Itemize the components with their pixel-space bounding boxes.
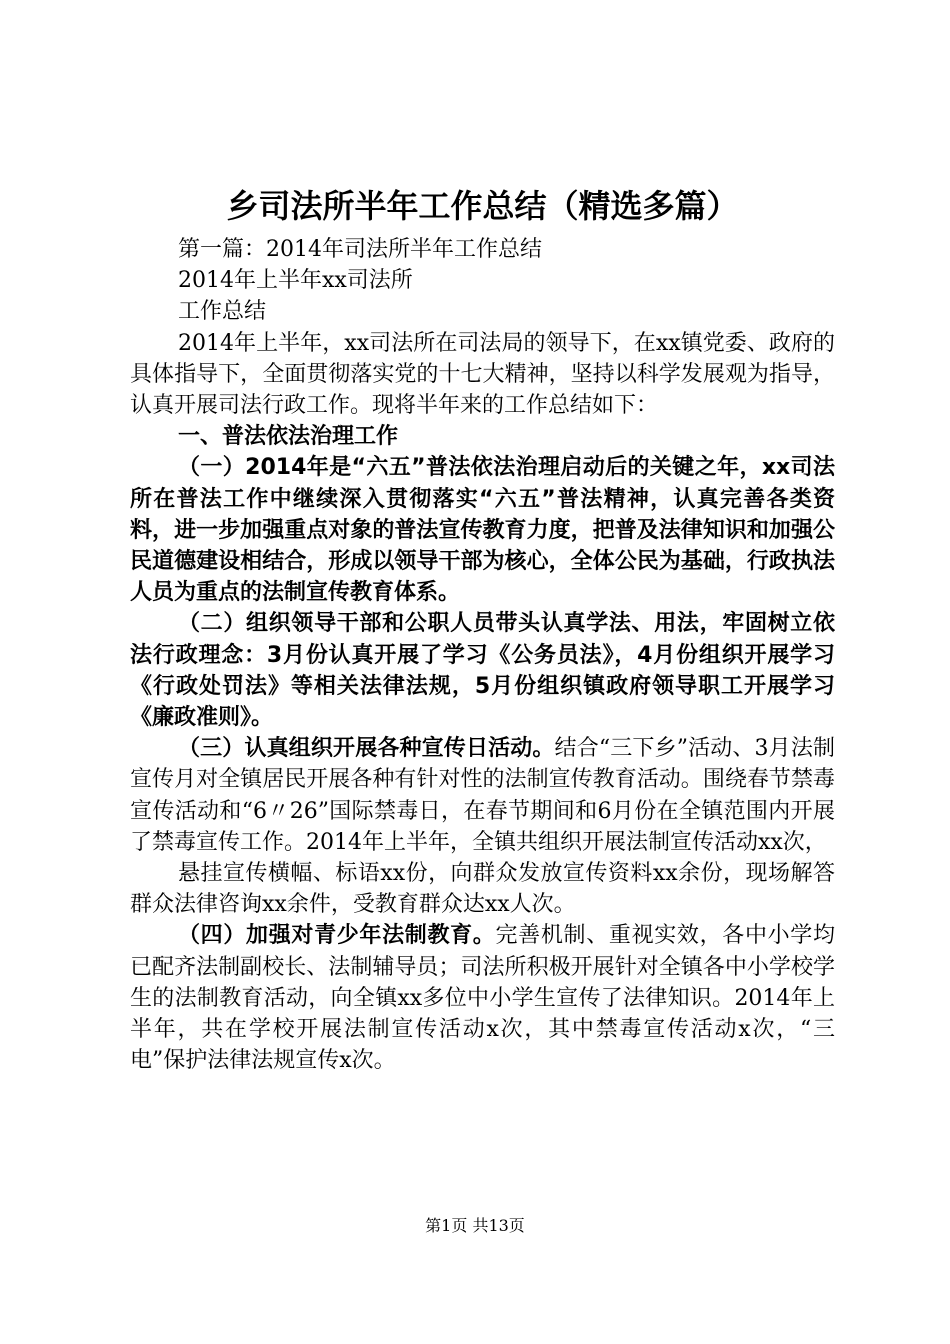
subheading-part-one: 第一篇：2014年司法所半年工作总结 [178, 237, 542, 262]
intro-paragraph: 2014年上半年，xx司法所在司法局的领导下，在xx镇党委、政府的具体指导下，全面贯彻落实党的十七大精神，坚持以科学发展观为指导，认真开展司法行政工作。现将半年来的工作总结如下： [130, 330, 835, 419]
subheading-work-summary: 工作总结 [178, 299, 267, 325]
item-three-continuation: 悬挂宣传横幅、标语xx份，向群众发放宣传资料xx余份，现场解答群众法律咨询xx余件，受教育群众达xx人次。 [130, 861, 835, 918]
item-three-paragraph [130, 733, 835, 858]
document-title: 乡司法所半年工作总结（精选多篇） [226, 187, 739, 225]
item-two-paragraph: （二）组织领导干部和公职人员带头认真学法、用法，牢固树立依法行政理念：3月份认真开展了学习《公务员法》，4月份组织开展学习《行政处罚法》等相关法律法规，5月份组织镇政府领导职工开展学习《廉政准则》。 [130, 611, 835, 731]
item-three-body: 结合“三下乡”活动、3月法制宣传月对全镇居民开展各种有针对性的法制宣传教育活动。围绕春节禁毒宣传活动和“6〃26”国际禁毒日，在春节期间和6月份在全镇范围内开展了禁毒宣传工作。2014年上半年，全镇共组织开展法制宣传活动xx次， [130, 736, 835, 855]
subheading-year-office: 2014年上半年xx司法所 [178, 268, 413, 294]
page-footer: 第1页 共13页 [425, 1216, 525, 1235]
item-four-lead: （四）加强对青少年法制教育。 [178, 923, 496, 949]
item-one-paragraph: （一）2014年是“六五”普法依法治理启动后的关键之年，xx司法所在普法工作中继续深入贯彻落实“六五”普法精神，认真完善各类资料，进一步加强重点对象的普法宣传教育力度，把普及法律知识和加强公民道德建设相结合，形成以领导干部为核心，全体公民为基础，行政执法人员为重点的法制宣传教育体系。 [130, 455, 835, 606]
item-four-paragraph [130, 920, 835, 1076]
item-three-lead: （三）认真组织开展各种宣传日活动。 [178, 736, 555, 762]
document-page [130, 180, 835, 1076]
section-heading-legal-publicity: 一、普法依法治理工作 [178, 424, 399, 450]
item-four-body: 完善机制、重视实效，各中小学均已配齐法制副校长、法制辅导员；司法所积极开展针对全镇各中小学校学生的法制教育活动，向全镇xx多位中小学生宣传了法律知识。2014年上半年，共在学校开展法制宣传活动x次，其中禁毒宣传活动x次，“三电”保护法律法规宣传x次。 [130, 923, 835, 1074]
